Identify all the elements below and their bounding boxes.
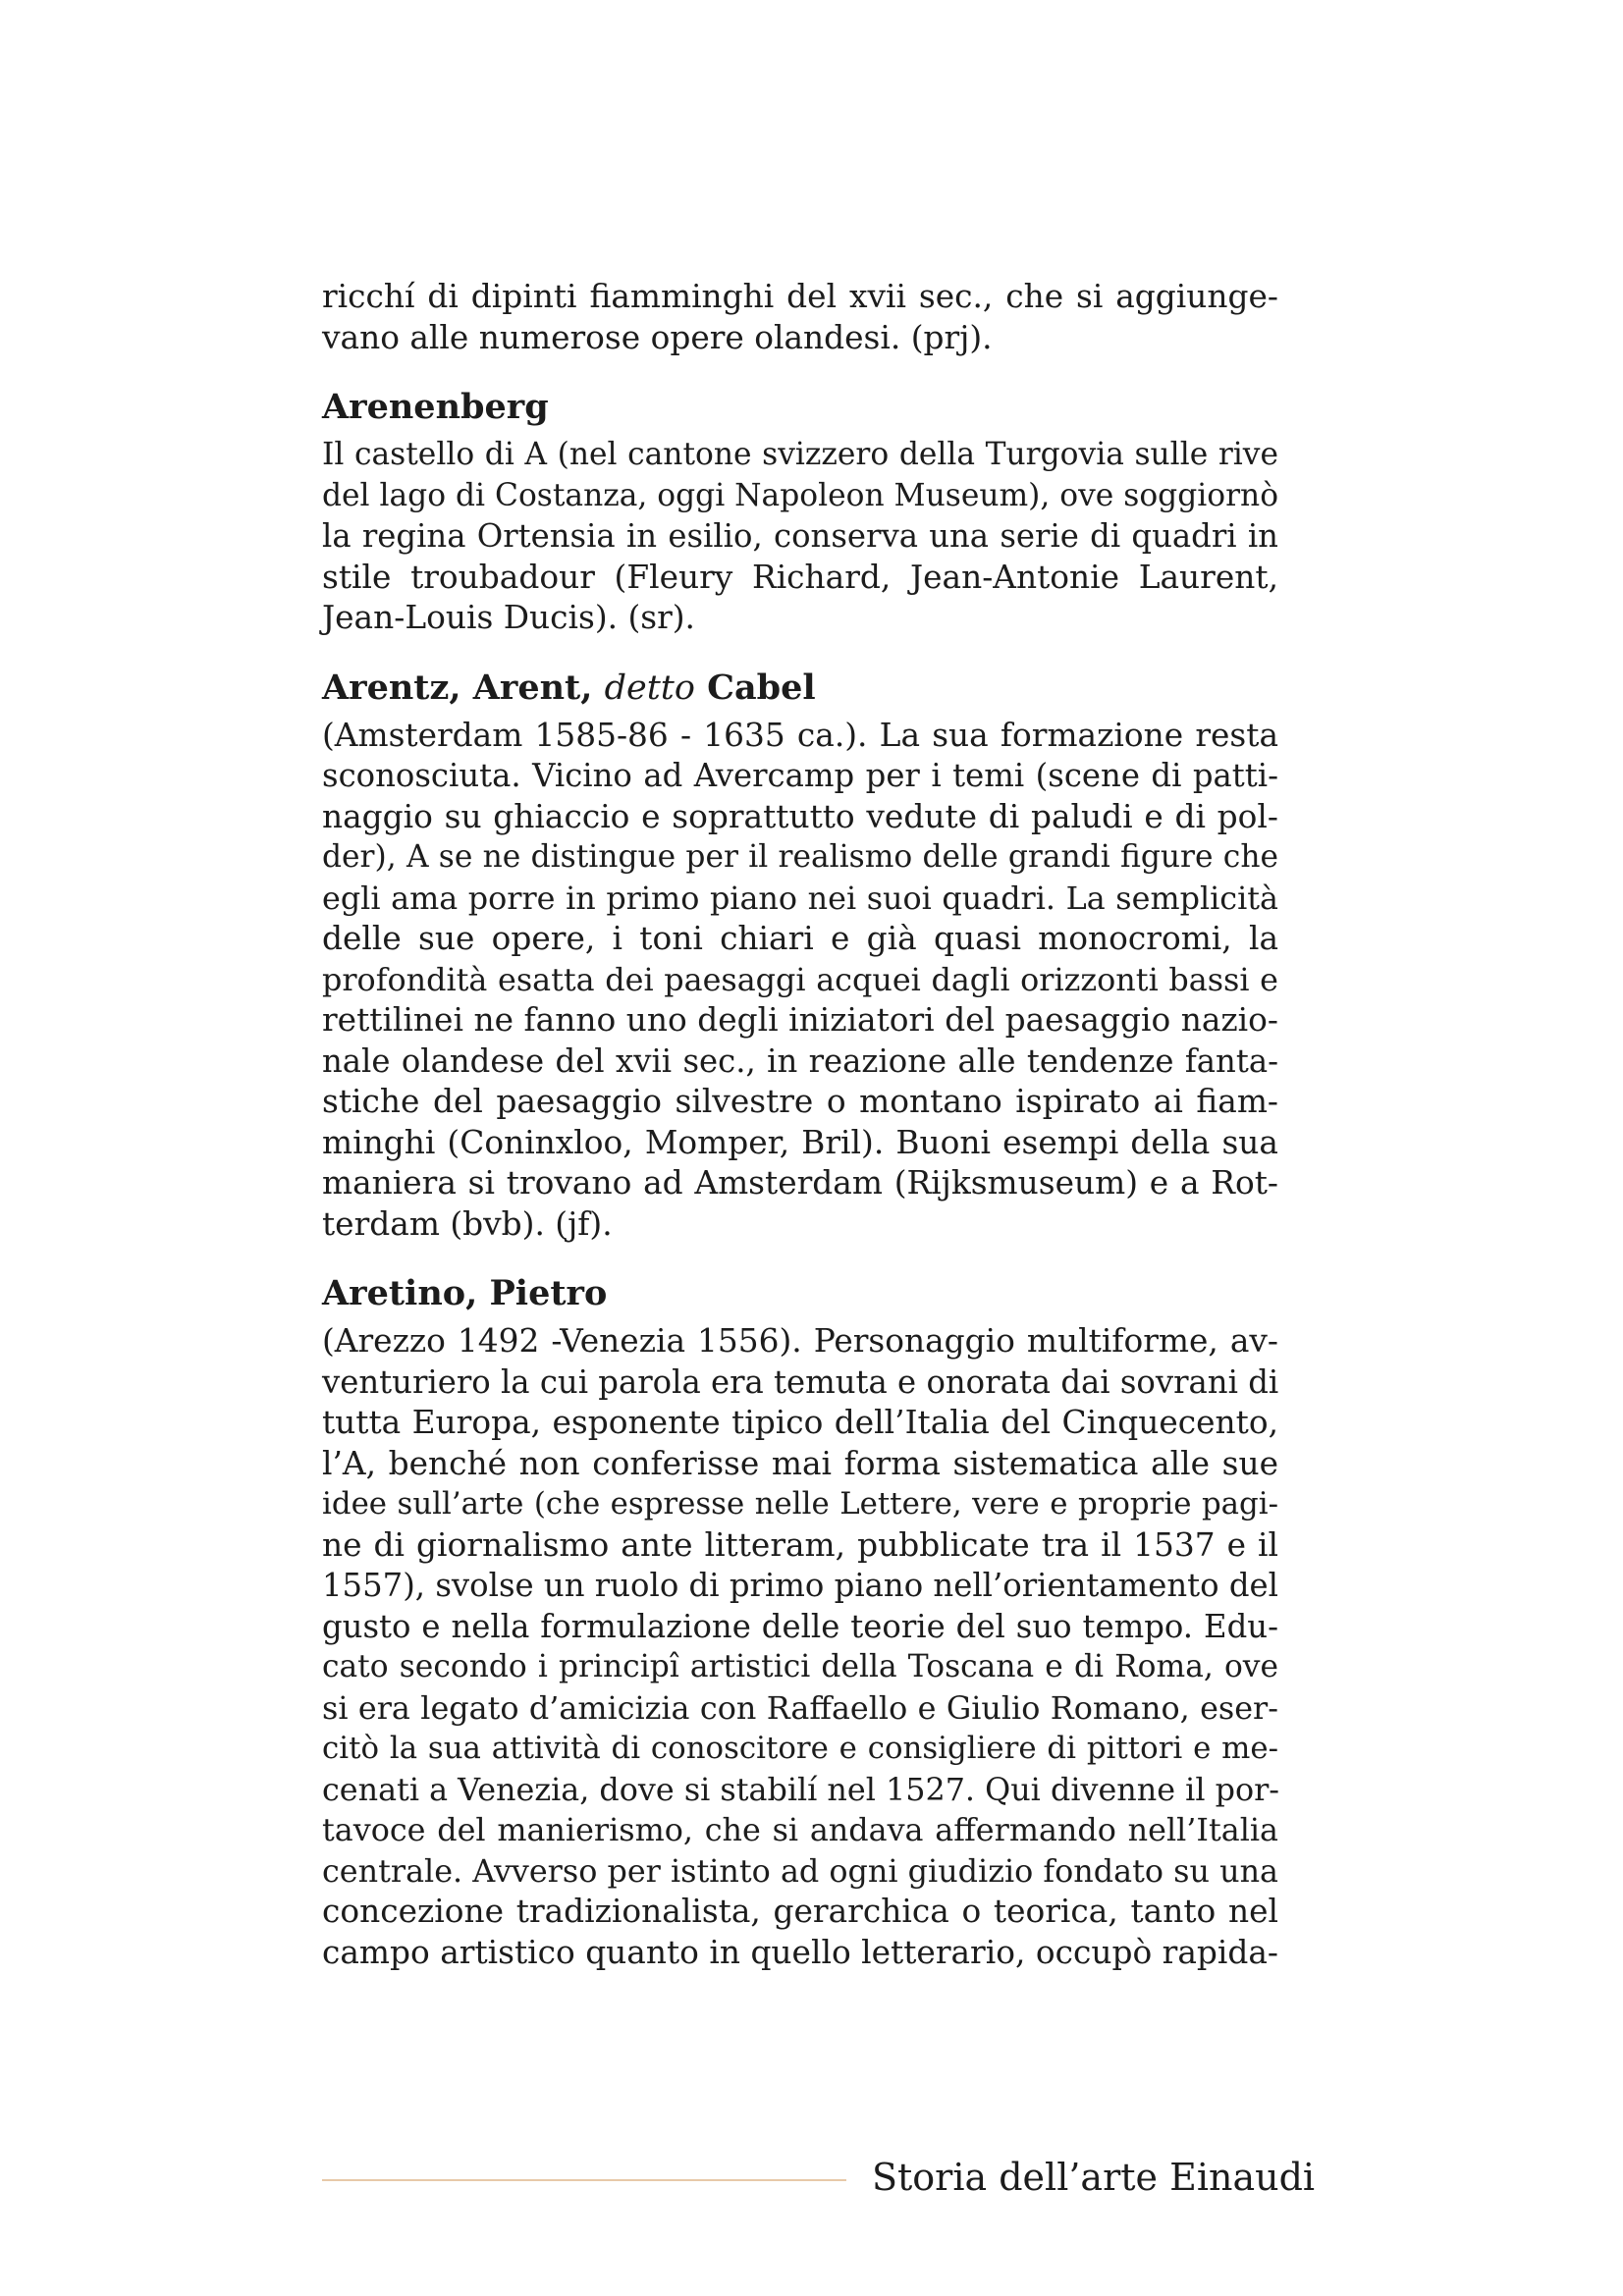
body-line: stile troubadour (Fleury Richard, Jean-Antonie Laurent, (322, 558, 1278, 596)
body-line: (Amsterdam 1585-86 - 1635 ca.). La sua formazione resta (322, 716, 1278, 754)
footer-label: Storia dell’arte Einaudi (872, 2156, 1316, 2199)
body-line: rettilinei ne fanno uno degli iniziatori del paesaggio nazio- (322, 1001, 1278, 1039)
body-line: stiche del paesaggio silvestre o montano ispirato ai fiam- (322, 1083, 1278, 1120)
body-line: si era legato d’amicizia con Raffaello e Giulio Romano, eser- (322, 1689, 1278, 1727)
body-line: idee sull’arte (che espresse nelle Lettere, vere e proprie pagi- (322, 1486, 1278, 1522)
body-line: maniera si trovano ad Amsterdam (Rijksmuseum) e a Rot- (322, 1164, 1278, 1201)
body-line: egli ama porre in primo piano nei suoi quadri. La semplicità (322, 880, 1278, 917)
heading-name: Arentz, Arent, (322, 667, 593, 708)
body-line: cenati a Venezia, dove si stabilí nel 1527. Qui divenne il por- (322, 1771, 1280, 1808)
body-line: centrale. Avverso per istinto ad ogni giudizio fondato su una (322, 1852, 1278, 1890)
body-line: cato secondo i principî artistici della Toscana e di Roma, ove (322, 1649, 1278, 1684)
body-line: ne di giornalismo ante litteram, pubblicate tra il 1537 e il (322, 1525, 1278, 1564)
body-line: Il castello di A (nel cantone svizzero della Turgovia sulle rive (322, 437, 1278, 472)
body-line: delle sue opere, i toni chiari e già quasi monocromi, la (322, 920, 1278, 957)
body-line: nale olandese del xvii sec., in reazione alle tendenze fanta- (322, 1041, 1278, 1080)
footer-rule (322, 2179, 846, 2181)
heading-italic: detto (604, 667, 695, 708)
body-line: vano alle numerose opere olandesi. (prj). (322, 318, 993, 356)
body-line: minghi (Coninxloo, Momper, Bril). Buoni esempi della sua (322, 1123, 1278, 1161)
body-line: tavoce del manierismo, che si andava affermando nell’Italia (322, 1812, 1278, 1848)
body-line: l’A, benché non conferisse mai forma sistematica alle sue (322, 1444, 1278, 1482)
entry-heading (322, 667, 1278, 710)
text-column (322, 277, 1278, 1973)
heading-alias: Cabel (707, 667, 816, 708)
body-line: naggio su ghiaccio e soprattutto vedute di paludi e di pol- (322, 797, 1278, 835)
body-line: profondità esatta dei paesaggi acquei dagli orizzonti bassi e (322, 961, 1278, 998)
body-line: terdam (bvb). (jf). (322, 1204, 613, 1243)
body-line: la regina Ortensia in esilio, conserva una serie di quadri in (322, 517, 1278, 555)
body-line: citò la sua attività di conoscitore e consigliere di pittori e me- (322, 1731, 1278, 1766)
body-line: gusto e nella formulazione delle teorie del suo tempo. Edu- (322, 1607, 1278, 1645)
body-line: concezione tradizionalista, gerarchica o teorica, tanto nel (322, 1893, 1278, 1930)
body-line: 1557), svolse un ruolo di primo piano nell’orientamento del (322, 1567, 1278, 1604)
body-line: sconosciuta. Vicino ad Avercamp per i temi (scene di patti- (322, 757, 1278, 794)
body-line: der), A se ne distingue per il realismo delle grandi figure che (322, 839, 1278, 875)
body-line: Jean-Louis Ducis). (sr). (322, 599, 695, 636)
body-line: campo artistico quanto in quello letterario, occupò rapida- (322, 1933, 1278, 1971)
entry-heading: Aretino, Pietro (322, 1273, 608, 1313)
body-line: venturiero la cui parola era temuta e onorata dai sovrani di (322, 1362, 1279, 1401)
entry-heading: Arenenberg (322, 387, 549, 427)
body-line: ricchí di dipinti fiamminghi del xvii sec., che si aggiunge- (322, 278, 1278, 315)
body-line: (Arezzo 1492 -Venezia 1556). Personaggio multiforme, av- (322, 1322, 1278, 1360)
body-line: tutta Europa, esponente tipico dell’Italia del Cinquecento, (322, 1404, 1278, 1441)
body-line: del lago di Costanza, oggi Napoleon Museum), ove soggiornò (322, 477, 1279, 513)
